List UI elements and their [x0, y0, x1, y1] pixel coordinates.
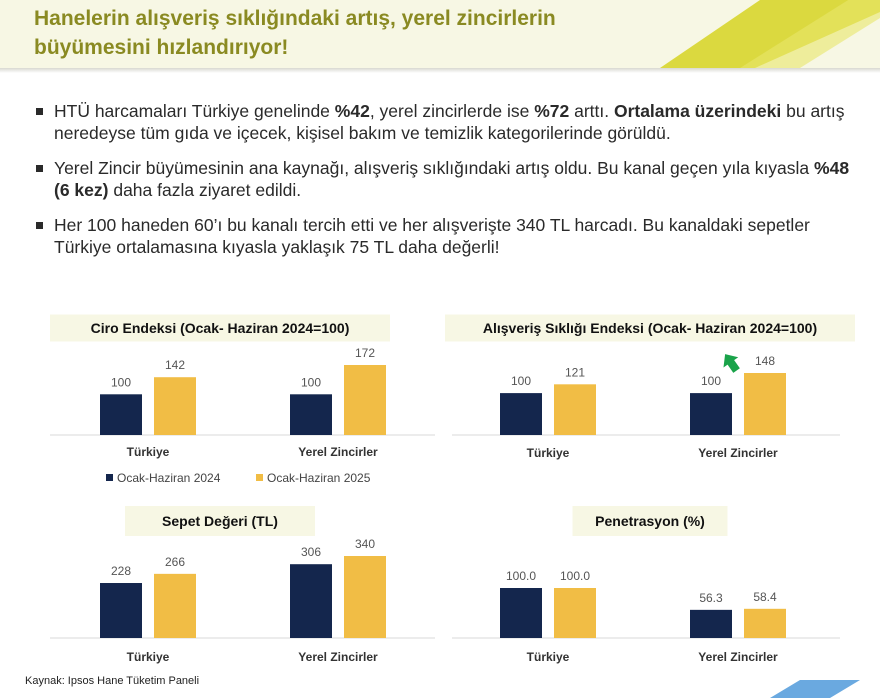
- bullet-item: [36, 214, 856, 258]
- chart-category-label: Türkiye: [526, 446, 570, 460]
- chart-category-label: Yerel Zincirler: [698, 446, 778, 460]
- legend-label: Ocak-Haziran 2024: [117, 471, 221, 485]
- bullet-emphasis: %42: [334, 101, 370, 121]
- chart-bar: [344, 365, 386, 435]
- chart-data-label: 100: [110, 375, 132, 390]
- chart-data-label: 56.3: [699, 590, 723, 605]
- chart-bar: [344, 556, 386, 638]
- legend-swatch: [106, 474, 113, 481]
- source-note: Kaynak: Ipsos Hane Tüketim Paneli: [25, 675, 200, 687]
- bullet-text: Yerel Zincir büyümesinin ana kaynağı, alışveriş sıklığındaki artış oldu. Bu kanal geçen yıla kıyasla: [54, 158, 815, 178]
- up-arrow-icon: [718, 349, 744, 376]
- bullet-emphasis: Ortalama üzerindeki: [613, 101, 782, 121]
- chart-bar: [744, 373, 786, 435]
- bullet-item: [36, 100, 856, 144]
- chart-bar: [690, 393, 732, 435]
- header-banner: [0, 0, 880, 68]
- bullet-square-icon: [36, 222, 43, 229]
- chart-bar: [100, 583, 142, 638]
- bullet-list: [36, 100, 856, 271]
- chart-bar: [690, 610, 732, 638]
- chart-bar: [744, 609, 786, 638]
- bullet-text: daha fazla ziyaret edildi.: [108, 180, 302, 200]
- page-title-line-2: büyümesini hızlandırıyor!: [34, 36, 289, 59]
- chart-data-label: 148: [754, 354, 776, 368]
- chart-bar: [154, 574, 196, 638]
- header-shadow: [0, 68, 880, 73]
- chart-bar: [554, 384, 596, 435]
- chart-ciro-endeksi: [0, 300, 440, 500]
- page-title-line-1: Hanelerin alışveriş sıklığındaki artış, yerel zincirlerin: [34, 7, 556, 30]
- bullet-text: HTÜ harcamaları Türkiye genelinde: [54, 101, 335, 121]
- chart-data-label: 340: [354, 537, 376, 551]
- chart-bar: [554, 588, 596, 638]
- chart-title: Sepet Değeri (TL): [162, 513, 278, 529]
- chart-category-label: Yerel Zincirler: [698, 650, 778, 664]
- chart-data-label: 100: [510, 374, 532, 389]
- bullet-emphasis: %72: [534, 101, 570, 121]
- chart-category-label: Yerel Zincirler: [298, 445, 378, 459]
- chart-data-label: 306: [300, 545, 322, 560]
- chart-data-label: 228: [110, 564, 132, 579]
- bullet-square-icon: [36, 165, 43, 172]
- chart-sepet-degeri: [0, 495, 440, 675]
- chart-data-label: 172: [354, 346, 376, 360]
- chart-data-label: 58.4: [753, 589, 777, 604]
- chart-title: Alışveriş Sıklığı Endeksi (Ocak- Haziran 2024=100): [482, 320, 818, 336]
- chart-category-label: Türkiye: [126, 650, 170, 664]
- chart-data-label: 100.0: [505, 569, 537, 583]
- chart-data-label: 121: [564, 365, 586, 380]
- chart-data-label: 266: [164, 554, 186, 569]
- bullet-square-icon: [36, 108, 43, 115]
- chart-bar: [500, 393, 542, 435]
- bullet-text: bu artış neredeyse tüm gıda ve içecek, kişisel bakım ve temizlik kategorilerinde görüldü.: [54, 101, 845, 143]
- chart-bar: [500, 588, 542, 638]
- legend-swatch: [256, 474, 263, 481]
- bullet-text: Her 100 haneden 60’ı bu kanalı tercih etti ve her alışverişte 340 TL harcadı. Bu kanaldaki sepetler Türkiye ortalamasına kıyasla yaklaşık 75 TL daha değerli!: [54, 215, 810, 257]
- chart-data-label: 100.0: [559, 569, 591, 583]
- chart-title: Ciro Endeksi (Ocak- Haziran 2024=100): [90, 320, 350, 336]
- chart-data-label: 100: [300, 375, 322, 390]
- legend-label: Ocak-Haziran 2025: [267, 471, 371, 485]
- chart-title: Penetrasyon (%): [595, 513, 705, 529]
- bullet-item: [36, 157, 856, 201]
- bullet-text: arttı.: [569, 101, 614, 121]
- chart-bar: [290, 394, 332, 435]
- bullet-text: , yerel zincirlerde ise: [369, 101, 535, 121]
- corner-stripe: [770, 680, 860, 698]
- up-arrow-shape: [718, 349, 744, 376]
- chart-bar: [100, 394, 142, 435]
- chart-data-label: 142: [164, 358, 186, 373]
- chart-penetrasyon: [440, 495, 880, 675]
- chart-bar: [290, 564, 332, 638]
- bullet-emphasis: %48 (6 kez): [54, 158, 850, 200]
- chart-bar: [154, 377, 196, 435]
- chart-alisveris-sikligi: [440, 300, 880, 500]
- chart-data-label: 100: [700, 374, 722, 389]
- decorative-stripe: [0, 0, 880, 68]
- chart-category-label: Türkiye: [126, 445, 170, 459]
- chart-category-label: Yerel Zincirler: [298, 650, 378, 664]
- chart-category-label: Türkiye: [526, 650, 570, 664]
